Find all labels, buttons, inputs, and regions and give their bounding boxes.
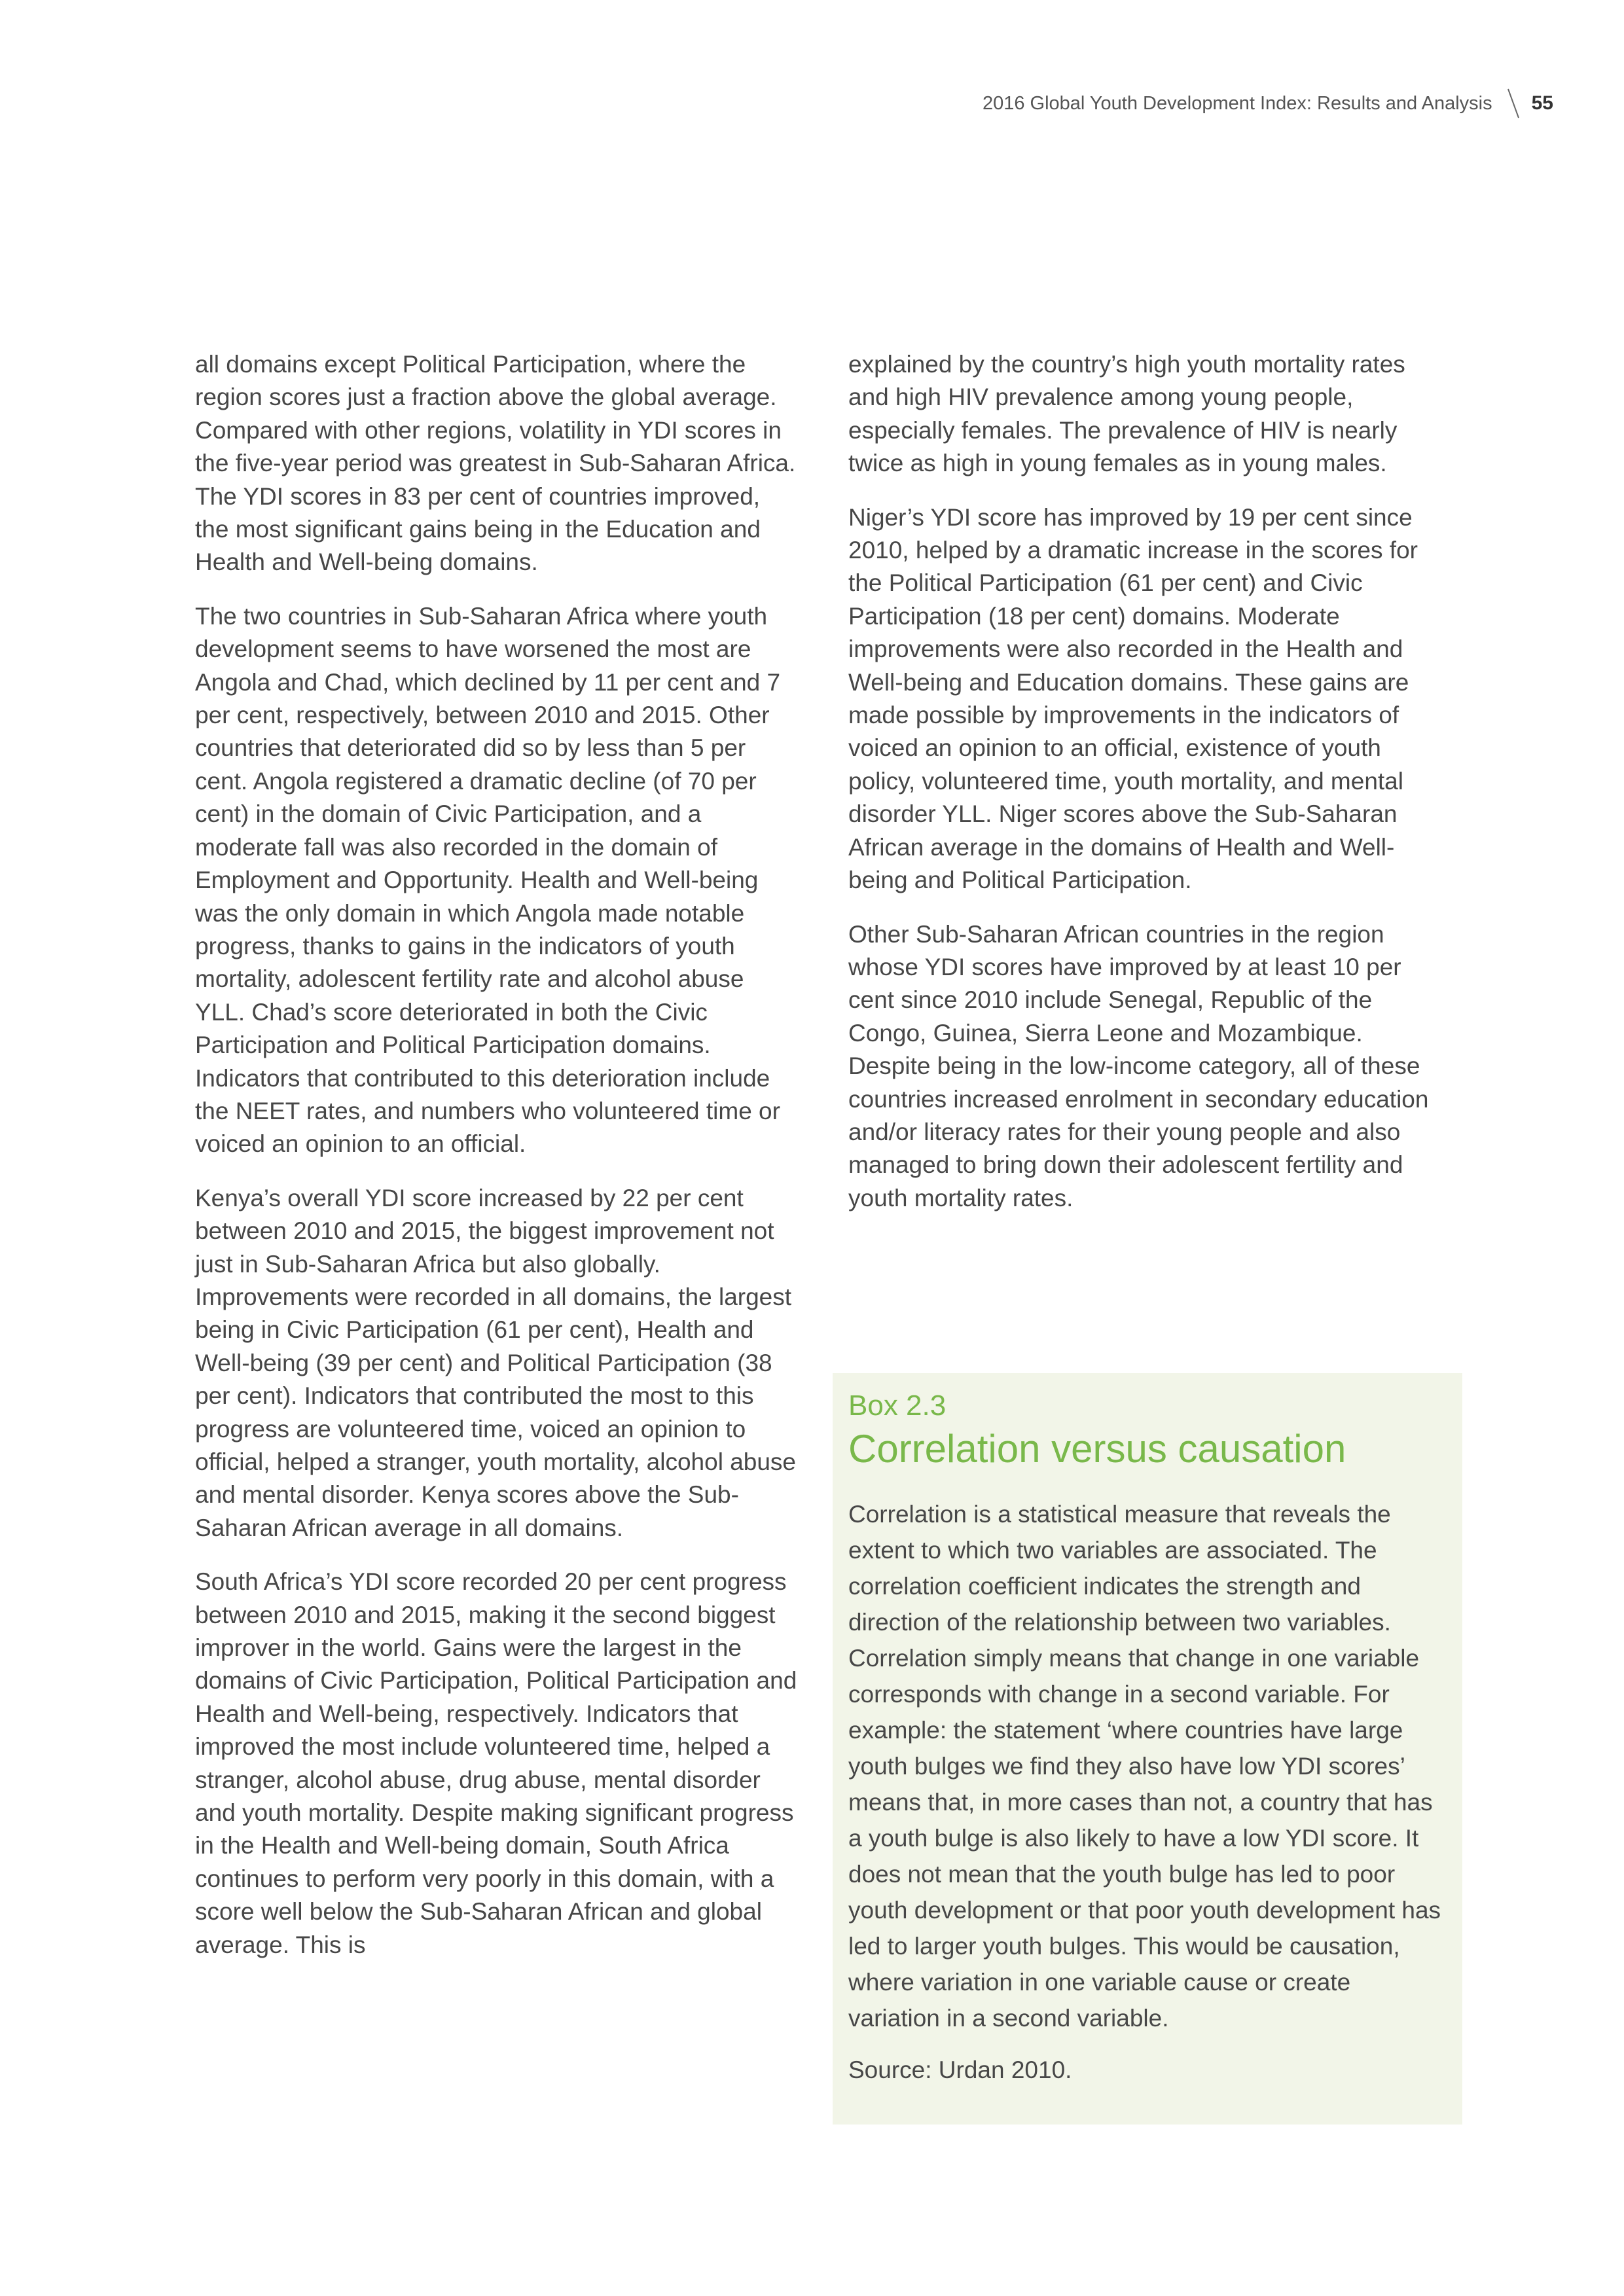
- running-title: 2016 Global Youth Development Index: Results and Analysis: [982, 92, 1492, 114]
- right-column: [848, 348, 1451, 1236]
- body-paragraph: explained by the country’s high youth mortality rates and high HIV prevalence among young people, especially females. The prevalence of HIV is nearly twice as high in young females as in young males.: [848, 351, 1405, 477]
- body-paragraph: Niger’s YDI score has improved by 19 per cent since 2010, helped by a dramatic increase in the scores for the Political Participation (61 per cent) and Civic Participation (18 per cent) domains. Moderate improvements were also recorded in the Health and Well-being and Education domains. These gains are made possible by improvements in the indicators of voiced an opinion to an official, existence of youth policy, volunteered time, youth mortality, and mental disorder YLL. Niger scores above the Sub-Saharan African average in the domains of Health and Well-being and Political Participation.: [848, 503, 1418, 894]
- body-paragraph: South Africa’s YDI score recorded 20 per cent progress between 2010 and 2015, making it the second biggest improver in the world. Gains were the largest in the domains of Civic Participation, Political Participation and Health and Well-being, respectively. Indicators that improved the most include volunteered time, helped a stranger, alcohol abuse, drug abuse, mental disorder and youth mortality. Despite making significant progress in the Health and Well-being domain, South Africa continues to perform very poorly in this domain, with a score well below the Sub-Saharan African and global average. This is: [195, 1568, 797, 1958]
- sidebar-box: [833, 1373, 1462, 2125]
- box-label: Box 2.3: [848, 1390, 947, 1422]
- left-column: [195, 348, 797, 1982]
- page-number: 55: [1531, 92, 1553, 114]
- box-title: Correlation versus causation: [848, 1427, 1346, 1471]
- body-paragraph: Other Sub-Saharan African countries in the region whose YDI scores have improved by at least 10 per cent since 2010 include Senegal, Republic of the Congo, Guinea, Sierra Leone and Mozambique. Despite being in the low-income category, all of these countries increased enrolment in secondary education and/or literacy rates for their young people and also managed to bring down their adolescent fertility and youth mortality rates.: [848, 920, 1429, 1211]
- body-paragraph: The two countries in Sub-Saharan Africa where youth development seems to have worsened the most are Angola and Chad, which declined by 11 per cent and 7 per cent, respectively, between 2010 and 2015. Other countries that deteriorated did so by less than 5 per cent. Angola registered a dramatic decline (of 70 per cent) in the domain of Civic Participation, and a moderate fall was also recorded in the domain of Employment and Opportunity. Health and Well-being was the only domain in which Angola made notable progress, thanks to gains in the indicators of youth mortality, adolescent fertility rate and alcohol abuse YLL. Chad’s score deteriorated in both the Civic Participation and Political Participation domains. Indicators that contributed to this deterioration include the NEET rates, and numbers who volunteered time or voiced an opinion to an official.: [195, 602, 781, 1158]
- running-header: [983, 84, 1553, 123]
- body-paragraph: Kenya’s overall YDI score increased by 22 per cent between 2010 and 2015, the biggest improvement not just in Sub-Saharan Africa but also globally. Improvements were recorded in all domains, the largest being in Civic Participation (61 per cent), Health and Well-being (39 per cent) and Political Participation (38 per cent). Indicators that contributed the most to this progress are volunteered time, voiced an opinion to official, helped a stranger, youth mortality, alcohol abuse and mental disorder. Kenya scores above the Sub-Saharan African average in all domains.: [195, 1184, 797, 1541]
- body-paragraph: all domains except Political Participation, where the region scores just a fraction above the global average. Compared with other regions, volatility in YDI scores in the five-year period was greatest in Sub-Saharan Africa. The YDI scores in 83 per cent of countries improved, the most significant gains being in the Education and Health and Well-being domains.: [195, 351, 796, 576]
- header-divider-icon: [1507, 88, 1520, 119]
- box-source: Source: Urdan 2010.: [848, 2056, 1072, 2083]
- box-body: Correlation is a statistical measure that reveals the extent to which two variables are associated. The correlation coefficient indicates the strength and direction of the relationship between two variables. Correlation simply means that change in one variable corresponds with change in a second variable. For example: the statement ‘where countries have large youth bulges we find they also have low YDI scores’ means that, in more cases than not, a country that has a youth bulge is also likely to have a low YDI score. It does not mean that the youth bulge has led to poor youth development or that poor youth development has led to larger youth bulges. This would be causation, where variation in one variable cause or create variation in a second variable.: [848, 1501, 1441, 2032]
